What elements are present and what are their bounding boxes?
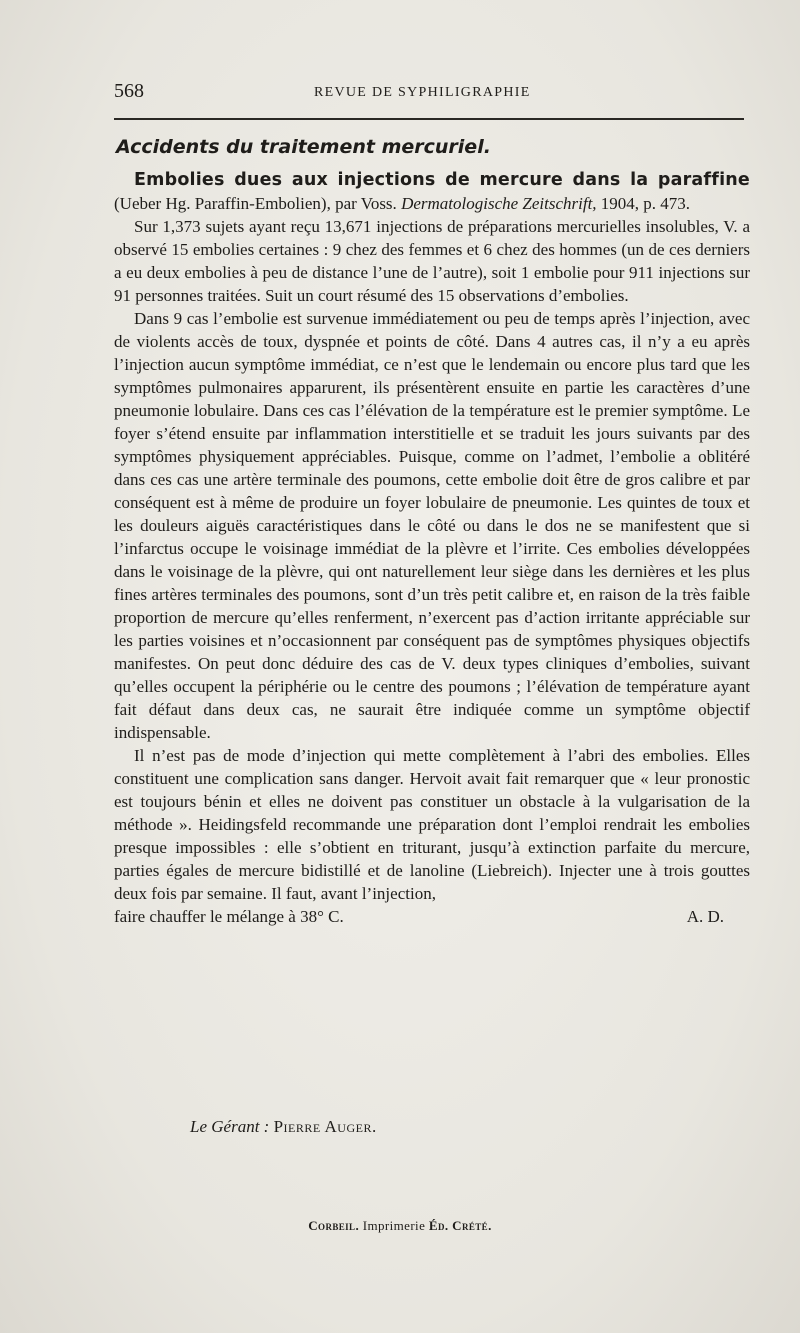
closing-text: faire chauffer le mélange à 38° C. [114,907,344,926]
article-title: Embolies dues aux injections de mercure dans la paraffine [134,170,750,190]
page-header [114,80,744,104]
page-number: 568 [114,80,144,102]
header-rule [114,118,744,120]
printer-name: Éd. Crété. [428,1218,492,1233]
paragraph: Dans 9 cas l’embolie est survenue immédiatement ou peu de temps après l’injection, avec de violents accès de toux, dyspnée et points de côté. Dans 4 autres cas, il n’y a eu après l’injection aucun symptôme immédiat, ce n’est que le lendemain ou encore plus tard que les symptômes pulmonaires apparurent, ils présentèrent ensuite en partie les caractères d’une pneumonie lobulaire. Dans ces cas l’élévation de la température est le premier symptôme. Le foyer s’étend ensuite par inflammation interstitielle et se traduit les jours suivants par des symptômes physiquement appréciables. Puisque, comme on l’admet, l’embolie a oblitéré dans ces cas une artère terminale des poumons, cette embolie doit être de gros calibre et par conséquent est à même de produire un foyer lobulaire de pneumonie. Les quintes de toux et les douleurs aiguës caractéristiques dans le côté ou dans le dos ne se manifestent que si l’infarctus occupe le voisinage immédiat de la plèvre et l’irrite. Ces embolies développées dans le voisinage de la plèvre, qui ont naturellement leur siège dans les dernières et les plus fines artères terminales des poumons, sont d’un très petit calibre et, en raison de la très faible proportion de mercure qu’elles renferment, n’exercent pas d’action irritante appréciable sur les parties voisines et n’occasionnent par conséquent pas de symptômes physiques objectifs manifestes. On peut donc déduire des cas de V. deux types cliniques d’embolies, suivant qu’elles occupent la périphérie ou le centre des poumons ; l’élévation de température ayant fait défaut dans deux cas, ne saurait être indiquée comme un symptôme objectif indispensable. [114,309,750,742]
citation-suffix: 1904, p. 473. [600,194,691,213]
section-title: Accidents du traitement mercuriel. [116,136,491,158]
paragraph: Il n’est pas de mode d’injection qui mette complètement à l’abri des embolies. Elles constituent une complication sans danger. Hervoit avait fait remarquer que « leur pronostic est toujours bénin et elles ne doivent pas constituer un obstacle à la vulgarisation de la méthode ». Heidingsfeld recommande une préparation dont l’emploi rendrait les embolies presque impossibles : elle s’obtient en triturant, jusqu’à extinction parfaite du mercure, parties égales de mercure bidistillé et de lanoline (Liebreich). Injecter une à trois gouttes deux fois par semaine. Il faut, avant l’injection, [114,746,750,903]
paragraph: Sur 1,373 sujets ayant reçu 13,671 injections de préparations mercurielles insolubles, V. a observé 15 embolies certaines : 9 chez des femmes et 6 chez des hommes (un de ces derniers a eu deux embolies à peu de distance l’une de l’autre), soit 1 embolie pour 911 injections sur 91 personnes traitées. Suit un court résumé des 15 observations d’embolies. [114,217,750,305]
manager-line [190,1117,377,1137]
printer-line [0,1218,800,1234]
article-heading-paragraph [114,168,750,215]
journal-name: Dermatologische Zeitschrift, [401,194,597,213]
printer-city: Corbeil. [308,1218,360,1233]
closing-line [114,905,750,928]
manager-role: Le Gérant : [190,1117,270,1136]
manager-name: Pierre Auger. [273,1117,377,1136]
citation-prefix: (Ueber Hg. Paraffin-Embolien), par Voss. [114,194,397,213]
printer-text: Imprimerie [362,1218,426,1233]
article-body [114,168,750,928]
running-head: REVUE DE SYPHILIGRAPHIE [314,85,531,100]
author-initials: A. D. [686,907,724,926]
